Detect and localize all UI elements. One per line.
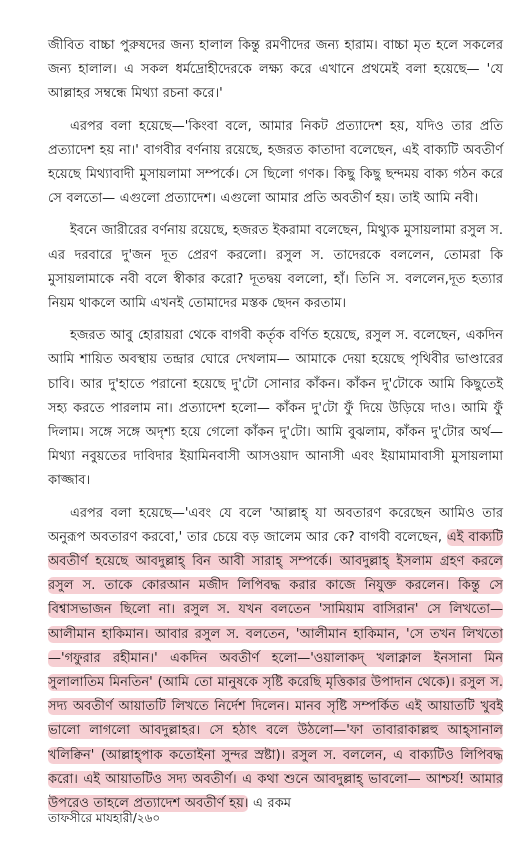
paragraph-5-tail: এ রকম — [248, 796, 292, 812]
paragraph-5 — [48, 502, 503, 817]
paragraph-4: হজরত আবু হোরায়রা থেকে বাগবী কর্তৃক বর্ণিত হয়েছে, রসুল স. বলেছেন, একদিন আমি শায়িত অবস্থায় তন্দ্রার ঘোরে দেখলাম— আমাকে দেয়া হয়েছে পৃথিবীর ভাণ্ডারের চাবি। আর দু'হাতে পরানো হয়েছে দু'টো সোনার কাঁকন। কাঁকন দু'টোকে আমি কিছুতেই সহ্য করতে পারলাম না। প্রত্যাদেশ হলো— কাঁকন দু'টো ফুঁ দিয়ে উড়িয়ে দাও। আমি ফুঁ দিলাম। সঙ্গে সঙ্গে অদৃশ্য হয়ে গেলো কাঁকন দু'টো। আমি বুঝলাম, কাঁকন দু'টোর অর্থ— মিথ্যা নবুয়তের দাবিদার ইয়ামিনবাসী আসওয়াদ আনাসী এবং ইয়ামামাবাসী মুসায়লামা কাজ্জাব। — [48, 328, 503, 489]
paragraph-1: জীবিত বাচ্চা পুরুষদের জন্য হালাল কিন্তু রমণীদের জন্য হারাম। বাচ্চা মৃত হলে সকলের জন্য হালাল। এ সকল ধর্মদ্রোহীদেরকে লক্ষ্য করে এখানে প্রথমেই বলা হয়েছে— 'যে আল্লাহর সম্বন্ধে মিথ্যা রচনা করে।' — [48, 38, 503, 102]
paragraph-5-lead: এরপর বলা হয়েছে—'এবং যে বলে 'আল্লাহ্ যা অবতারণ করেছেন আমিও তার অনুরূপ অবতারণ করবো,' তার চেয়ে বড় জালেম আর কে? বাগবী বলেছেন, — [48, 505, 503, 545]
page-body — [48, 34, 503, 824]
page-footer: তাফসীরে মাযহারী/২৬০ — [48, 811, 161, 825]
paragraph-3: ইবনে জারীরের বর্ণনায় রয়েছে, হজরত ইকরামা বলেছেন, মিথ্যুক মুসায়লামা রসুল স. এর দরবারে দু'জন দূত প্রেরণ করলো। রসুল স. তাদেরকে বললেন, তোমরা কি মুসায়লামাকে নবী বলে স্বীকার করো? দূতদ্বয় বললো, হাঁ। তিনি স. বললেন,দূত হত্যার নিয়ম থাকলে আমি এখনই তোমাদের মস্তক ছেদন করতাম। — [48, 223, 503, 312]
paragraph-2: এরপর বলা হয়েছে—'কিংবা বলে, আমার নিকট প্রত্যাদেশ হয়, যদিও তার প্রতি প্রত্যাদেশ হয় না।' বাগবীর বর্ণনায় রয়েছে, হজরত কাতাদা বলেছেন, এই বাক্যটি অবতীর্ণ হয়েছে মিথ্যাবাদী মুসায়লামা সম্পর্কে। সে ছিলো গণক। কিছু কিছু ছন্দময় বাক্য গঠন করে সে বলতো— এগুলো প্রত্যাদেশ। এগুলো আমার প্রতি অবতীর্ণ হয়। তাই আমি নবী। — [48, 118, 503, 207]
highlighted-passage: এই বাক্যটি অবতীর্ণ হয়েছে আবদুল্লাহ্ বিন আবী সারাহ্ সম্পর্কে। আবদুল্লাহ্ ইসলাম গ্রহণ করলে রসুল স. তাকে কোরআন মজীদ লিপিবদ্ধ করার কাজে নিযুক্ত করলেন। কিন্তু সে বিশ্বাসভাজন ছিলো না। রসুল স. যখন বলতেন 'সামিয়াম বাসিরান' সে লিখতো— আলীমান হাকিমান। আবার রসুল স. বলতেন, 'আলীমান হাকিমান, 'সে তখন লিখতো—'গফুরার রহীমান।' একদিন অবতীর্ণ হলো—'ওয়ালাকদ্ খলাক্নাল ইনসানা মিন সুলালাতিম মিনতিন' (আমি তো মানুষকে সৃষ্টি করেছি মৃত্তিকার উপাদান থেকে)। রসুল স. সদ্য অবতীর্ণ আয়াতটি লিখতে নির্দেশ দিলেন। মানব সৃষ্টি সম্পর্কিত এই আয়াতটি খুবই ভালো লাগলো আবদুল্লাহর। সে হঠাৎ বলে উঠলো—'ফা তাবারাকাল্লহু আহ্সানাল খলিক্বিন' (আল্লাহ্পাক কতোইনা সুন্দর স্রষ্টা)। রসুল স. বললেন, এ বাক্যটিও লিপিবদ্ধ করো। এই আয়াতটিও সদ্য অবতীর্ণ। এ কথা শুনে আবদুল্লাহ্ ভাবলো— আশ্চর্য! আমার উপরেও তাহলে প্রত্যাদেশ অবতীর্ণ হয়। — [48, 529, 503, 812]
